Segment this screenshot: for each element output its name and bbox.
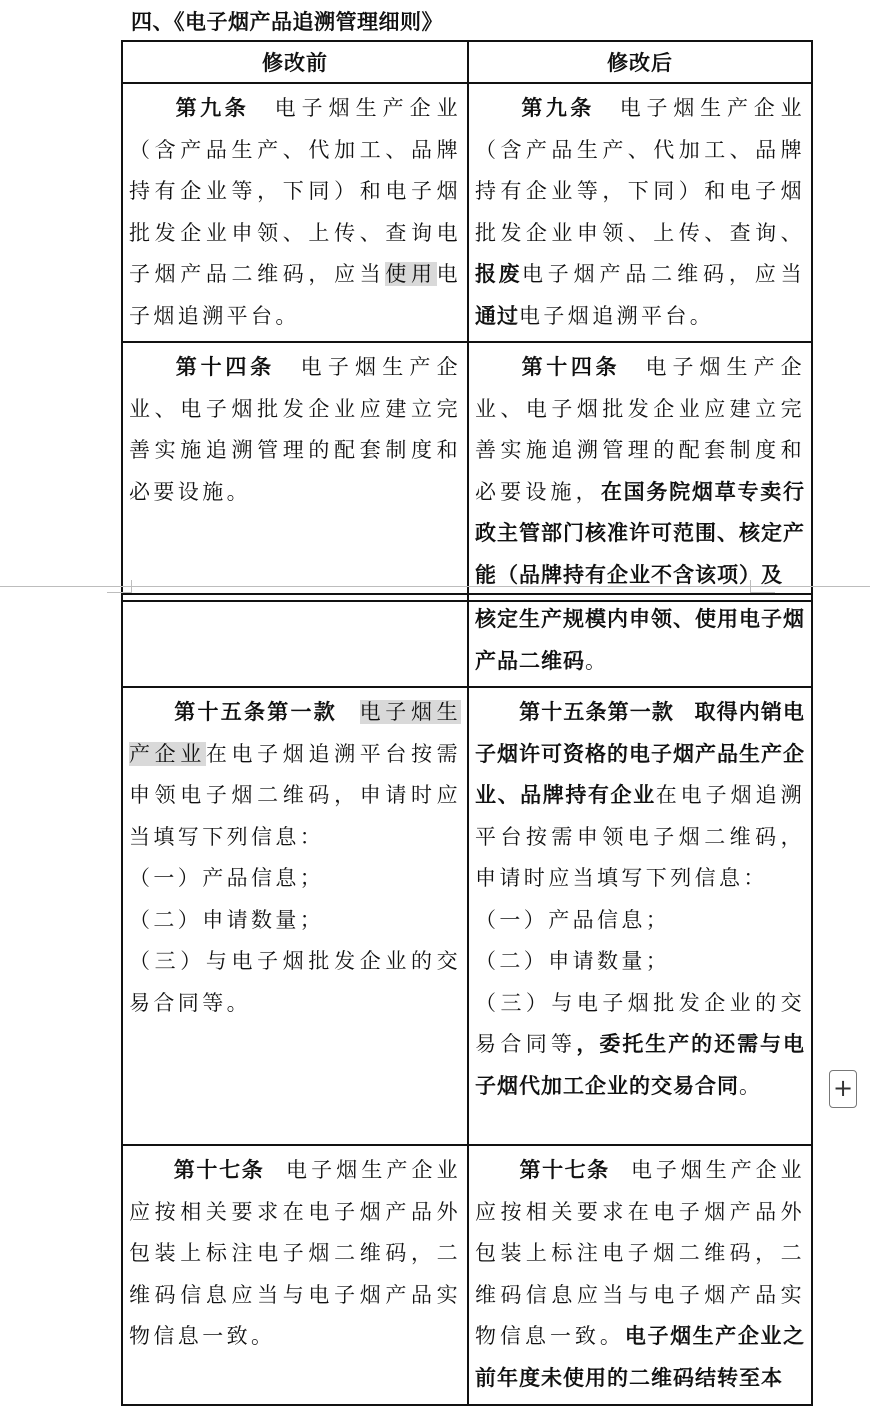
article-title: 第十四条 (173, 355, 275, 379)
list-item: （二）申请数量； (129, 907, 325, 932)
article-title: 第九条 (519, 96, 595, 120)
table-row (122, 342, 812, 601)
cell-text: 电子烟生产企业应按相关要求在电子烟产品外包装上标注电子烟二维码，二维码信息应当与电子烟产品实物信息一致。 (129, 1158, 461, 1348)
list-item: （二）申请数量； (475, 949, 671, 973)
table-row (122, 594, 812, 687)
cell-text: 。 (585, 648, 610, 673)
cell-after-art15 (468, 687, 812, 1145)
comparison-table-page2 (121, 593, 813, 1406)
cell-after-art14 (468, 342, 812, 601)
page-corner-mark (750, 580, 775, 593)
cell-after-art14-cont (468, 594, 812, 687)
list-item: （三）与电子烟批发企业的交易合同等。 (129, 949, 461, 1015)
amended-text: 在国务院烟草专卖行政主管部门核准许可范围、核定产能（品牌持有企业不含该项）及 (475, 479, 806, 587)
cell-before-art14 (122, 342, 468, 601)
highlighted-text: 使用 (385, 262, 437, 286)
list-item (475, 983, 805, 1108)
list-item: （一）产品信息； (475, 907, 671, 932)
article-title: 第十五条第一款 (519, 700, 675, 724)
article-title: 第九条 (173, 96, 250, 120)
section-heading: 四、《电子烟产品追溯管理细则》 (131, 10, 443, 34)
cell-after-art9 (468, 83, 812, 342)
add-row-button[interactable]: + (829, 1070, 857, 1108)
comparison-table-page1 (121, 40, 813, 602)
cell-text: 电子烟生产企业（含产品生产、代加工、品牌持有企业等，下同）和电子烟批发企业申领、上传、查询、 (475, 96, 806, 245)
amended-text: 电子烟生产企业之前年度未使用的二维码结转至本 (475, 1324, 805, 1390)
cell-text: 。 (739, 1073, 764, 1098)
cell-text: 电子烟生产企业应按相关要求在电子烟产品外包装上标注电子烟二维码，二维码信息应当与电子烟产品实物信息一致。 (475, 1158, 805, 1348)
amended-text: 取得内销电子烟许可资格的电子烟产品生产企业、品牌持有企业 (475, 700, 806, 807)
table-header-row (122, 41, 812, 83)
cell-text: 电子烟生产企业、电子烟批发企业应建立完善实施追溯管理的配套制度和必要设施， (475, 355, 805, 504)
amended-text: 报废 (475, 262, 522, 286)
cell-before-art15 (122, 687, 468, 1145)
table-row (122, 1145, 812, 1405)
header-after: 修改后 (468, 41, 812, 83)
table-row (122, 83, 812, 342)
amended-text: 核定生产规模内申领、使用电子烟产品二维码 (475, 607, 805, 673)
cell-before-empty (122, 594, 468, 687)
table-row (122, 687, 812, 1145)
cell-text: 电子烟追溯平台。 (129, 262, 461, 328)
cell-text: 电子烟追溯平台。 (519, 303, 715, 328)
amended-text: ，委托生产的还需与电子烟代加工企业的交易合同 (475, 1032, 805, 1098)
cell-text: （三）与电子烟批发企业的交易合同等 (475, 990, 805, 1056)
cell-text: 电子烟生产企业、电子烟批发企业应建立完善实施追溯管理的配套制度和必要设施。 (129, 355, 462, 504)
page-corner-mark (107, 580, 132, 593)
cell-before-art9 (122, 83, 468, 342)
article-title: 第十四条 (519, 355, 621, 379)
cell-text: 在电子烟追溯平台按需申领电子烟二维码，申请时应当填写下列信息： (475, 783, 806, 890)
amended-text: 通过 (475, 303, 519, 328)
header-before: 修改前 (122, 41, 468, 83)
list-item: （一）产品信息； (129, 866, 325, 890)
cell-text: 在电子烟追溯平台按需申领电子烟二维码，申请时应当填写下列信息： (129, 741, 462, 849)
article-title: 第十五条第一款 (173, 700, 337, 724)
cell-text: 电子烟产品二维码，应当 (521, 262, 805, 286)
cell-before-art17 (122, 1145, 468, 1405)
article-title: 第十七条 (519, 1158, 610, 1182)
highlighted-text: 电子烟生产企业 (129, 700, 462, 766)
cell-after-art17 (468, 1145, 812, 1405)
cell-text: 电子烟生产企业（含产品生产、代加工、品牌持有企业等，下同）和电子烟批发企业申领、上传、查询电子烟产品二维码，应当 (129, 96, 461, 286)
article-title: 第十七条 (173, 1158, 265, 1182)
